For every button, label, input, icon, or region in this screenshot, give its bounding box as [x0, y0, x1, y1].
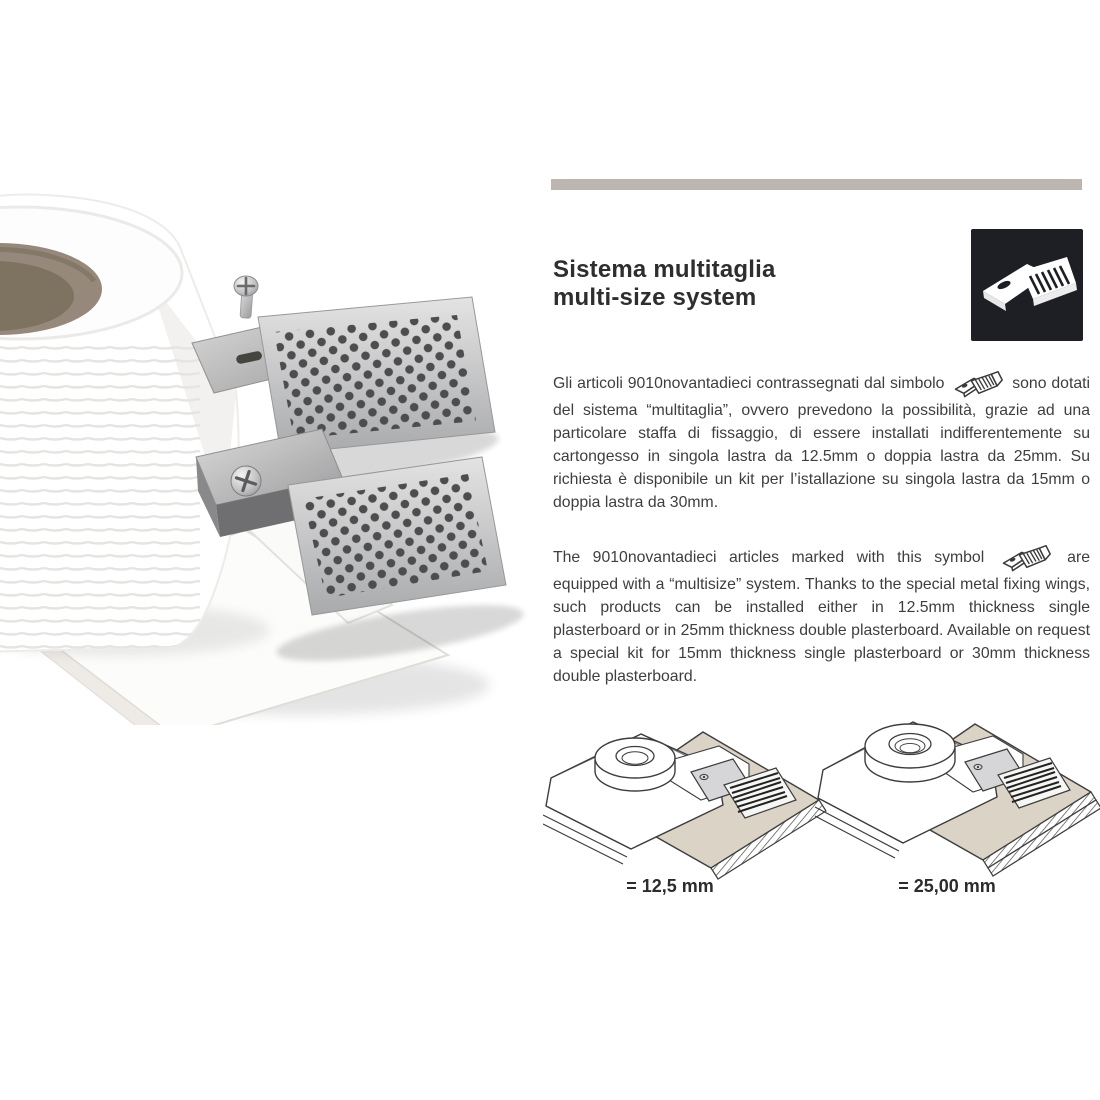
paragraph-english — [553, 546, 1090, 688]
paragraph-english-text-before: The 9010novantadieci articles marked with this symbol — [553, 549, 985, 566]
diagram-label-single: = 12,5 mm — [626, 876, 714, 896]
section-divider-bar — [551, 179, 1082, 190]
perforated-plate-top — [274, 315, 476, 439]
page-title-english: multi-size system — [553, 284, 757, 311]
multisize-badge — [971, 229, 1083, 341]
multisize-bracket-icon — [1001, 541, 1051, 577]
paragraph-italian-text-before: Gli articoli 9010novantadieci contrassegnati dal simbolo — [553, 375, 945, 392]
page-title — [553, 256, 776, 312]
page-title-italian: Sistema multitaglia — [553, 256, 776, 283]
diagram-double-plasterboard — [814, 700, 1100, 882]
screw — [234, 276, 258, 318]
multisize-bracket-icon — [971, 229, 1083, 341]
product-photo — [0, 185, 540, 725]
paragraph-italian-text-after: sono dotati del sistema “multitaglia”, ovvero prevedono la possibilità, grazie ad una particolare staffa di fissaggio, di essere installati indifferentemente su cartongesso in singola lastra da 12.5mm o doppia lastra da 25mm. Su richiesta è disponibile un kit per l’istallazione su singola lastra da 15mm o doppia lastra da 30mm. — [553, 375, 1091, 511]
paragraph-italian — [553, 372, 1090, 514]
product-photo-illustration — [0, 185, 540, 725]
diagram-label-double: = 25,00 mm — [898, 876, 996, 896]
multisize-bracket-icon — [953, 367, 1003, 403]
diagram-single-plasterboard — [543, 708, 828, 880]
paragraph-english-text-after: are equipped with a “multisize” system. Thanks to the special metal fixing wings, such products can be installed either in 12.5mm thickness single plasterboard or in 25mm thickness double plasterboard. Available on request a special kit for 15mm thickness single plasterboard or 30mm thickness double plasterboard. — [553, 549, 1091, 685]
